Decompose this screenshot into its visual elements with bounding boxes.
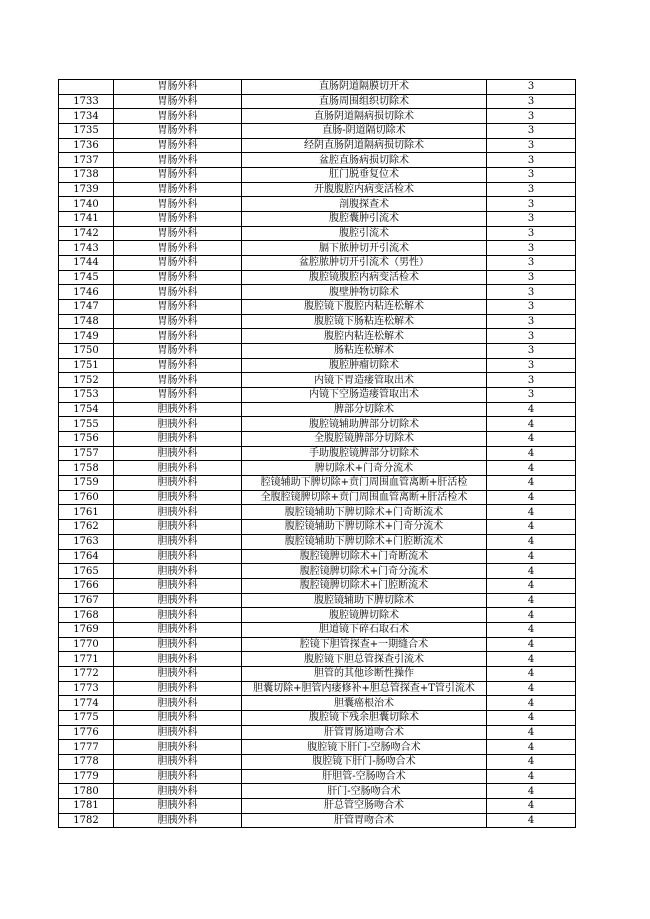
row-number-cell: 1747 [59, 300, 114, 315]
table-row [59, 80, 576, 95]
level-cell: 4 [487, 608, 576, 623]
department-cell: 胃肠外科 [114, 388, 242, 403]
procedure-name-cell: 腹腔镜下肝门-肠吻合术 [242, 754, 487, 769]
department-cell: 胃肠外科 [114, 256, 242, 271]
department-cell: 胃肠外科 [114, 153, 242, 168]
table-row [59, 754, 576, 769]
department-cell: 胃肠外科 [114, 285, 242, 300]
procedure-name-cell: 腹腔引流术 [242, 226, 487, 241]
row-number-cell: 1749 [59, 329, 114, 344]
department-cell: 胃肠外科 [114, 182, 242, 197]
row-number-cell: 1762 [59, 520, 114, 535]
level-cell: 4 [487, 696, 576, 711]
level-cell: 3 [487, 358, 576, 373]
procedure-name-cell: 膈下脓肿切开引流术 [242, 241, 487, 256]
row-number-cell: 1770 [59, 637, 114, 652]
row-number-cell: 1753 [59, 388, 114, 403]
table-row [59, 432, 576, 447]
row-number-cell: 1779 [59, 769, 114, 784]
level-cell: 4 [487, 520, 576, 535]
procedure-name-cell: 直肠阴道隔病损切除术 [242, 109, 487, 124]
department-cell: 胆胰外科 [114, 432, 242, 447]
row-number-cell: 1782 [59, 813, 114, 828]
department-cell: 胆胰外科 [114, 725, 242, 740]
level-cell: 4 [487, 505, 576, 520]
department-cell: 胆胰外科 [114, 578, 242, 593]
procedure-name-cell: 肝管胃肠道吻合术 [242, 725, 487, 740]
procedure-name-cell: 腹腔镜下肠粘连松解术 [242, 314, 487, 329]
level-cell: 4 [487, 637, 576, 652]
table-row [59, 329, 576, 344]
department-cell: 胆胰外科 [114, 666, 242, 681]
department-cell: 胃肠外科 [114, 124, 242, 139]
procedure-name-cell: 直肠-阴道隔切除术 [242, 124, 487, 139]
department-cell: 胆胰外科 [114, 461, 242, 476]
row-number-cell: 1760 [59, 490, 114, 505]
table-row [59, 622, 576, 637]
table-row [59, 549, 576, 564]
row-number-cell: 1759 [59, 476, 114, 491]
table-row [59, 446, 576, 461]
department-cell: 胃肠外科 [114, 197, 242, 212]
row-number-cell: 1756 [59, 432, 114, 447]
procedure-name-cell: 腹腔镜脾切除术+门腔断流术 [242, 578, 487, 593]
table-row [59, 285, 576, 300]
row-number-cell: 1765 [59, 564, 114, 579]
table-row [59, 358, 576, 373]
table-body [59, 80, 576, 828]
procedure-name-cell: 直肠周围组织切除术 [242, 94, 487, 109]
department-cell: 胆胰外科 [114, 490, 242, 505]
procedure-name-cell: 全腹腔镜脾部分切除术 [242, 432, 487, 447]
procedure-name-cell: 胆管的其他诊断性操作 [242, 666, 487, 681]
department-cell: 胆胰外科 [114, 784, 242, 799]
department-cell: 胆胰外科 [114, 534, 242, 549]
level-cell: 4 [487, 534, 576, 549]
row-number-cell: 1740 [59, 197, 114, 212]
table-row [59, 124, 576, 139]
row-number-cell: 1755 [59, 417, 114, 432]
level-cell: 4 [487, 461, 576, 476]
table-row [59, 476, 576, 491]
level-cell: 3 [487, 270, 576, 285]
level-cell: 3 [487, 226, 576, 241]
procedure-name-cell: 腹腔镜辅助脾部分切除术 [242, 417, 487, 432]
table-row [59, 769, 576, 784]
department-cell: 胆胰外科 [114, 608, 242, 623]
table-row [59, 270, 576, 285]
level-cell: 4 [487, 784, 576, 799]
department-cell: 胃肠外科 [114, 138, 242, 153]
procedure-name-cell: 腹腔内粘连松解术 [242, 329, 487, 344]
procedure-name-cell: 腹腔镜辅助下脾切除术 [242, 593, 487, 608]
level-cell: 3 [487, 241, 576, 256]
row-number-cell: 1776 [59, 725, 114, 740]
department-cell: 胆胰外科 [114, 593, 242, 608]
procedure-name-cell: 肝胆管-空肠吻合术 [242, 769, 487, 784]
table-row [59, 226, 576, 241]
procedure-name-cell: 脾切除术+门奇分流术 [242, 461, 487, 476]
table-row [59, 417, 576, 432]
table-row [59, 256, 576, 271]
row-number-cell: 1772 [59, 666, 114, 681]
row-number-cell: 1745 [59, 270, 114, 285]
level-cell: 4 [487, 549, 576, 564]
table-row [59, 153, 576, 168]
level-cell: 3 [487, 109, 576, 124]
table-row [59, 608, 576, 623]
row-number-cell: 1775 [59, 710, 114, 725]
level-cell: 4 [487, 593, 576, 608]
row-number-cell: 1764 [59, 549, 114, 564]
table-row [59, 402, 576, 417]
table-row [59, 681, 576, 696]
procedure-name-cell: 腹腔镜辅助下脾切除术+门奇分流术 [242, 520, 487, 535]
table-row [59, 725, 576, 740]
level-cell: 4 [487, 710, 576, 725]
row-number-cell: 1766 [59, 578, 114, 593]
procedure-name-cell: 腹腔镜辅助下脾切除术+门奇断流术 [242, 505, 487, 520]
procedure-name-cell: 全腹腔镜脾切除+贲门周围血管离断+肝活检术 [242, 490, 487, 505]
row-number-cell: 1778 [59, 754, 114, 769]
row-number-cell: 1750 [59, 344, 114, 359]
department-cell: 胃肠外科 [114, 358, 242, 373]
procedure-name-cell: 直肠阴道隔膜切开术 [242, 80, 487, 95]
procedure-name-cell: 胆囊癌根治术 [242, 696, 487, 711]
level-cell: 4 [487, 417, 576, 432]
department-cell: 胆胰外科 [114, 769, 242, 784]
level-cell: 3 [487, 388, 576, 403]
level-cell: 4 [487, 740, 576, 755]
department-cell: 胃肠外科 [114, 109, 242, 124]
table-row [59, 666, 576, 681]
procedure-table [58, 79, 576, 828]
table-row [59, 652, 576, 667]
level-cell: 4 [487, 725, 576, 740]
department-cell: 胃肠外科 [114, 94, 242, 109]
level-cell: 4 [487, 666, 576, 681]
level-cell: 4 [487, 476, 576, 491]
level-cell: 3 [487, 80, 576, 95]
table-row [59, 740, 576, 755]
department-cell: 胃肠外科 [114, 270, 242, 285]
row-number-cell: 1769 [59, 622, 114, 637]
table-row [59, 344, 576, 359]
row-number-cell: 1735 [59, 124, 114, 139]
row-number-cell: 1738 [59, 168, 114, 183]
level-cell: 4 [487, 432, 576, 447]
table-row [59, 710, 576, 725]
department-cell: 胆胰外科 [114, 813, 242, 828]
procedure-name-cell: 肛门脱垂复位术 [242, 168, 487, 183]
department-cell: 胆胰外科 [114, 798, 242, 813]
level-cell: 3 [487, 168, 576, 183]
level-cell: 4 [487, 681, 576, 696]
table-row [59, 593, 576, 608]
table-row [59, 197, 576, 212]
level-cell: 4 [487, 622, 576, 637]
procedure-name-cell: 腹腔镜下肝门-空肠吻合术 [242, 740, 487, 755]
department-cell: 胆胰外科 [114, 446, 242, 461]
level-cell: 4 [487, 813, 576, 828]
table-row [59, 505, 576, 520]
table-row [59, 182, 576, 197]
level-cell: 3 [487, 124, 576, 139]
level-cell: 4 [487, 402, 576, 417]
procedure-name-cell: 腹腔肿瘤切除术 [242, 358, 487, 373]
row-number-cell: 1741 [59, 212, 114, 227]
procedure-name-cell: 腹腔镜脾切除术 [242, 608, 487, 623]
department-cell: 胃肠外科 [114, 300, 242, 315]
department-cell: 胆胰外科 [114, 622, 242, 637]
row-number-cell: 1763 [59, 534, 114, 549]
department-cell: 胆胰外科 [114, 564, 242, 579]
procedure-name-cell: 腹腔镜辅助下脾切除术+门腔断流术 [242, 534, 487, 549]
level-cell: 3 [487, 212, 576, 227]
table-row [59, 520, 576, 535]
row-number-cell: 1777 [59, 740, 114, 755]
procedure-name-cell: 腹腔镜下残余胆囊切除术 [242, 710, 487, 725]
table-row [59, 314, 576, 329]
row-number-cell: 1742 [59, 226, 114, 241]
department-cell: 胃肠外科 [114, 226, 242, 241]
department-cell: 胆胰外科 [114, 652, 242, 667]
level-cell: 3 [487, 182, 576, 197]
row-number-cell: 1757 [59, 446, 114, 461]
level-cell: 3 [487, 94, 576, 109]
procedure-name-cell: 腹腔镜腹腔内病变活检术 [242, 270, 487, 285]
row-number-cell: 1733 [59, 94, 114, 109]
row-number-cell: 1774 [59, 696, 114, 711]
table-row [59, 813, 576, 828]
table-row [59, 534, 576, 549]
level-cell: 3 [487, 138, 576, 153]
procedure-name-cell: 开腹腹腔内病变活检术 [242, 182, 487, 197]
procedure-name-cell: 肝总管空肠吻合术 [242, 798, 487, 813]
row-number-cell: 1736 [59, 138, 114, 153]
table-row [59, 490, 576, 505]
row-number-cell: 1767 [59, 593, 114, 608]
row-number-cell: 1739 [59, 182, 114, 197]
procedure-name-cell: 盆腔直肠病损切除术 [242, 153, 487, 168]
department-cell: 胆胰外科 [114, 637, 242, 652]
procedure-name-cell: 腹壁肿物切除术 [242, 285, 487, 300]
department-cell: 胆胰外科 [114, 505, 242, 520]
level-cell: 4 [487, 490, 576, 505]
procedure-name-cell: 腹腔镜下胆总管探查引流术 [242, 652, 487, 667]
level-cell: 3 [487, 300, 576, 315]
row-number-cell: 1768 [59, 608, 114, 623]
row-number-cell: 1754 [59, 402, 114, 417]
table-row [59, 461, 576, 476]
row-number-cell: 1771 [59, 652, 114, 667]
procedure-name-cell: 内镜下空肠造瘘管取出术 [242, 388, 487, 403]
level-cell: 3 [487, 373, 576, 388]
level-cell: 3 [487, 344, 576, 359]
level-cell: 4 [487, 564, 576, 579]
level-cell: 4 [487, 446, 576, 461]
department-cell: 胃肠外科 [114, 329, 242, 344]
level-cell: 3 [487, 285, 576, 300]
procedure-name-cell: 胆囊切除+胆管内瘘修补+胆总管探查+T管引流术 [242, 681, 487, 696]
department-cell: 胆胰外科 [114, 549, 242, 564]
procedure-name-cell: 肠粘连松解术 [242, 344, 487, 359]
table-row [59, 241, 576, 256]
department-cell: 胆胰外科 [114, 696, 242, 711]
level-cell: 4 [487, 754, 576, 769]
row-number-cell: 1743 [59, 241, 114, 256]
table-row [59, 168, 576, 183]
procedure-name-cell: 内镜下胃造瘘管取出术 [242, 373, 487, 388]
department-cell: 胃肠外科 [114, 314, 242, 329]
row-number-cell: 1746 [59, 285, 114, 300]
table-row [59, 637, 576, 652]
department-cell: 胆胰外科 [114, 754, 242, 769]
level-cell: 3 [487, 329, 576, 344]
row-number-cell: 1758 [59, 461, 114, 476]
row-number-cell: 1773 [59, 681, 114, 696]
department-cell: 胆胰外科 [114, 402, 242, 417]
row-number-cell: 1751 [59, 358, 114, 373]
procedure-name-cell: 胆道镜下碎石取石术 [242, 622, 487, 637]
department-cell: 胃肠外科 [114, 344, 242, 359]
procedure-name-cell: 肝门-空肠吻合术 [242, 784, 487, 799]
table-row [59, 94, 576, 109]
row-number-cell: 1761 [59, 505, 114, 520]
level-cell: 3 [487, 153, 576, 168]
procedure-name-cell: 脾部分切除术 [242, 402, 487, 417]
department-cell: 胃肠外科 [114, 241, 242, 256]
table-row [59, 388, 576, 403]
table-row [59, 109, 576, 124]
level-cell: 3 [487, 256, 576, 271]
table-row [59, 784, 576, 799]
procedure-name-cell: 腔镜辅助下脾切除+贲门周围血管离断+肝活检 [242, 476, 487, 491]
department-cell: 胆胰外科 [114, 740, 242, 755]
table-row [59, 798, 576, 813]
row-number-cell: 1781 [59, 798, 114, 813]
level-cell: 3 [487, 197, 576, 212]
procedure-name-cell: 腹腔囊肿引流术 [242, 212, 487, 227]
row-number-cell [59, 80, 114, 95]
department-cell: 胆胰外科 [114, 417, 242, 432]
table-row [59, 138, 576, 153]
row-number-cell: 1748 [59, 314, 114, 329]
table-row [59, 696, 576, 711]
department-cell: 胃肠外科 [114, 80, 242, 95]
procedure-name-cell: 腔镜下胆管探查+一期缝合术 [242, 637, 487, 652]
department-cell: 胃肠外科 [114, 168, 242, 183]
row-number-cell: 1734 [59, 109, 114, 124]
procedure-name-cell: 腹腔镜脾切除术+门奇分流术 [242, 564, 487, 579]
department-cell: 胃肠外科 [114, 212, 242, 227]
table-row [59, 300, 576, 315]
procedure-name-cell: 剖腹探查术 [242, 197, 487, 212]
procedure-name-cell: 经阴直肠阴道隔病损切除术 [242, 138, 487, 153]
row-number-cell: 1737 [59, 153, 114, 168]
procedure-name-cell: 肝管胃吻合术 [242, 813, 487, 828]
table-row [59, 564, 576, 579]
row-number-cell: 1752 [59, 373, 114, 388]
level-cell: 4 [487, 652, 576, 667]
department-cell: 胆胰外科 [114, 520, 242, 535]
row-number-cell: 1744 [59, 256, 114, 271]
level-cell: 3 [487, 314, 576, 329]
table-row [59, 373, 576, 388]
procedure-name-cell: 盆腔脓肿切开引流术（男性） [242, 256, 487, 271]
table-row [59, 212, 576, 227]
level-cell: 4 [487, 798, 576, 813]
procedure-name-cell: 腹腔镜下腹腔内粘连松解术 [242, 300, 487, 315]
level-cell: 4 [487, 769, 576, 784]
procedure-name-cell: 腹腔镜脾切除术+门奇断流术 [242, 549, 487, 564]
department-cell: 胆胰外科 [114, 476, 242, 491]
row-number-cell: 1780 [59, 784, 114, 799]
table-row [59, 578, 576, 593]
department-cell: 胃肠外科 [114, 373, 242, 388]
procedure-name-cell: 手助腹腔镜脾部分切除术 [242, 446, 487, 461]
department-cell: 胆胰外科 [114, 681, 242, 696]
level-cell: 4 [487, 578, 576, 593]
department-cell: 胆胰外科 [114, 710, 242, 725]
